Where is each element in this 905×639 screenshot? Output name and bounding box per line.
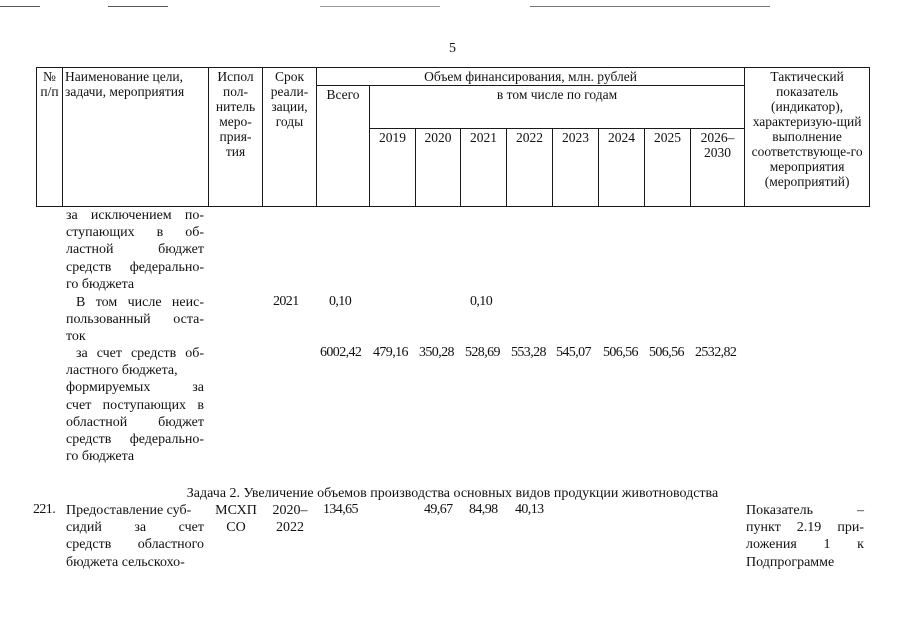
item-2020: 49,67	[424, 502, 453, 517]
row-continuation-text: за исключением по- ступающих в об- ластной бюджет средств федерально- го бюджета	[66, 208, 204, 292]
item-number: 221.	[33, 502, 56, 517]
scan-artifact-line	[108, 6, 168, 7]
row-regional-budget-2020: 350,28	[419, 345, 454, 360]
header-name: Наименование цели, задачи, мероприятия	[63, 68, 209, 207]
header-year: 2021	[461, 128, 507, 206]
header-number: № п/п	[37, 68, 63, 207]
row-regional-budget-2026-2030: 2532,82	[695, 345, 737, 360]
item-2022: 40,13	[515, 502, 544, 517]
header-year: 2026–2030	[691, 128, 745, 206]
scan-artifact-line	[530, 6, 770, 7]
item-name: Предоставление суб- сидий за счет средств областного бюджета сельскохо-	[66, 503, 204, 570]
row-unused-balance-total: 0,10	[329, 294, 352, 309]
header-year: 2022	[507, 128, 553, 206]
scan-artifact-line	[0, 6, 40, 7]
header-funding: Объем финансирования, млн. рублей	[317, 68, 745, 86]
item-term: 2020– 2022	[272, 503, 308, 536]
row-regional-budget-total: 6002,42	[320, 345, 362, 360]
row-regional-budget-2022: 553,28	[511, 345, 546, 360]
row-regional-budget-2019: 479,16	[373, 345, 408, 360]
row-unused-balance-text: В том числе неис- пользованный оста- ток	[66, 295, 204, 345]
item-executor: МСХП СО	[215, 503, 257, 536]
header-executor: Испол пол-нитель меро-прия-тия	[209, 68, 263, 207]
item-indicator: Показатель – пункт 2.19 при- ложения 1 к Подпрограмме	[746, 503, 864, 570]
header-total: Всего	[317, 86, 370, 207]
header-year: 2024	[599, 128, 645, 206]
header-by-years: в том числе по годам	[370, 86, 745, 129]
header-term: Срок реали-зации, годы	[263, 68, 317, 207]
task-heading: Задача 2. Увеличение объемов производства основных видов продукции животноводства	[186, 486, 719, 501]
row-regional-budget-2025: 506,56	[649, 345, 684, 360]
row-unused-balance-2021: 0,10	[470, 294, 493, 309]
page-number: 5	[449, 41, 456, 56]
header-year: 2020	[416, 128, 461, 206]
funding-table-header	[36, 67, 870, 207]
header-year: 2023	[553, 128, 599, 206]
scan-artifact-line	[320, 6, 440, 7]
header-year: 2019	[370, 128, 416, 206]
item-2021: 84,98	[469, 502, 498, 517]
row-unused-balance-term: 2021	[273, 294, 299, 309]
header-year: 2025	[645, 128, 691, 206]
row-regional-budget-2023: 545,07	[556, 345, 591, 360]
row-regional-budget-2021: 528,69	[465, 345, 500, 360]
header-indicator: Тактический показатель (индикатор), характеризую-щий выполнение соответствующе-го мероприятия (мероприятий)	[745, 68, 870, 207]
row-regional-budget-2024: 506,56	[603, 345, 638, 360]
row-regional-budget-text: за счет средств об- ластного бюджета, формируемых за счет поступающих в областной бюджет средств федерально- го бюджета	[66, 346, 204, 465]
item-total: 134,65	[323, 502, 358, 517]
